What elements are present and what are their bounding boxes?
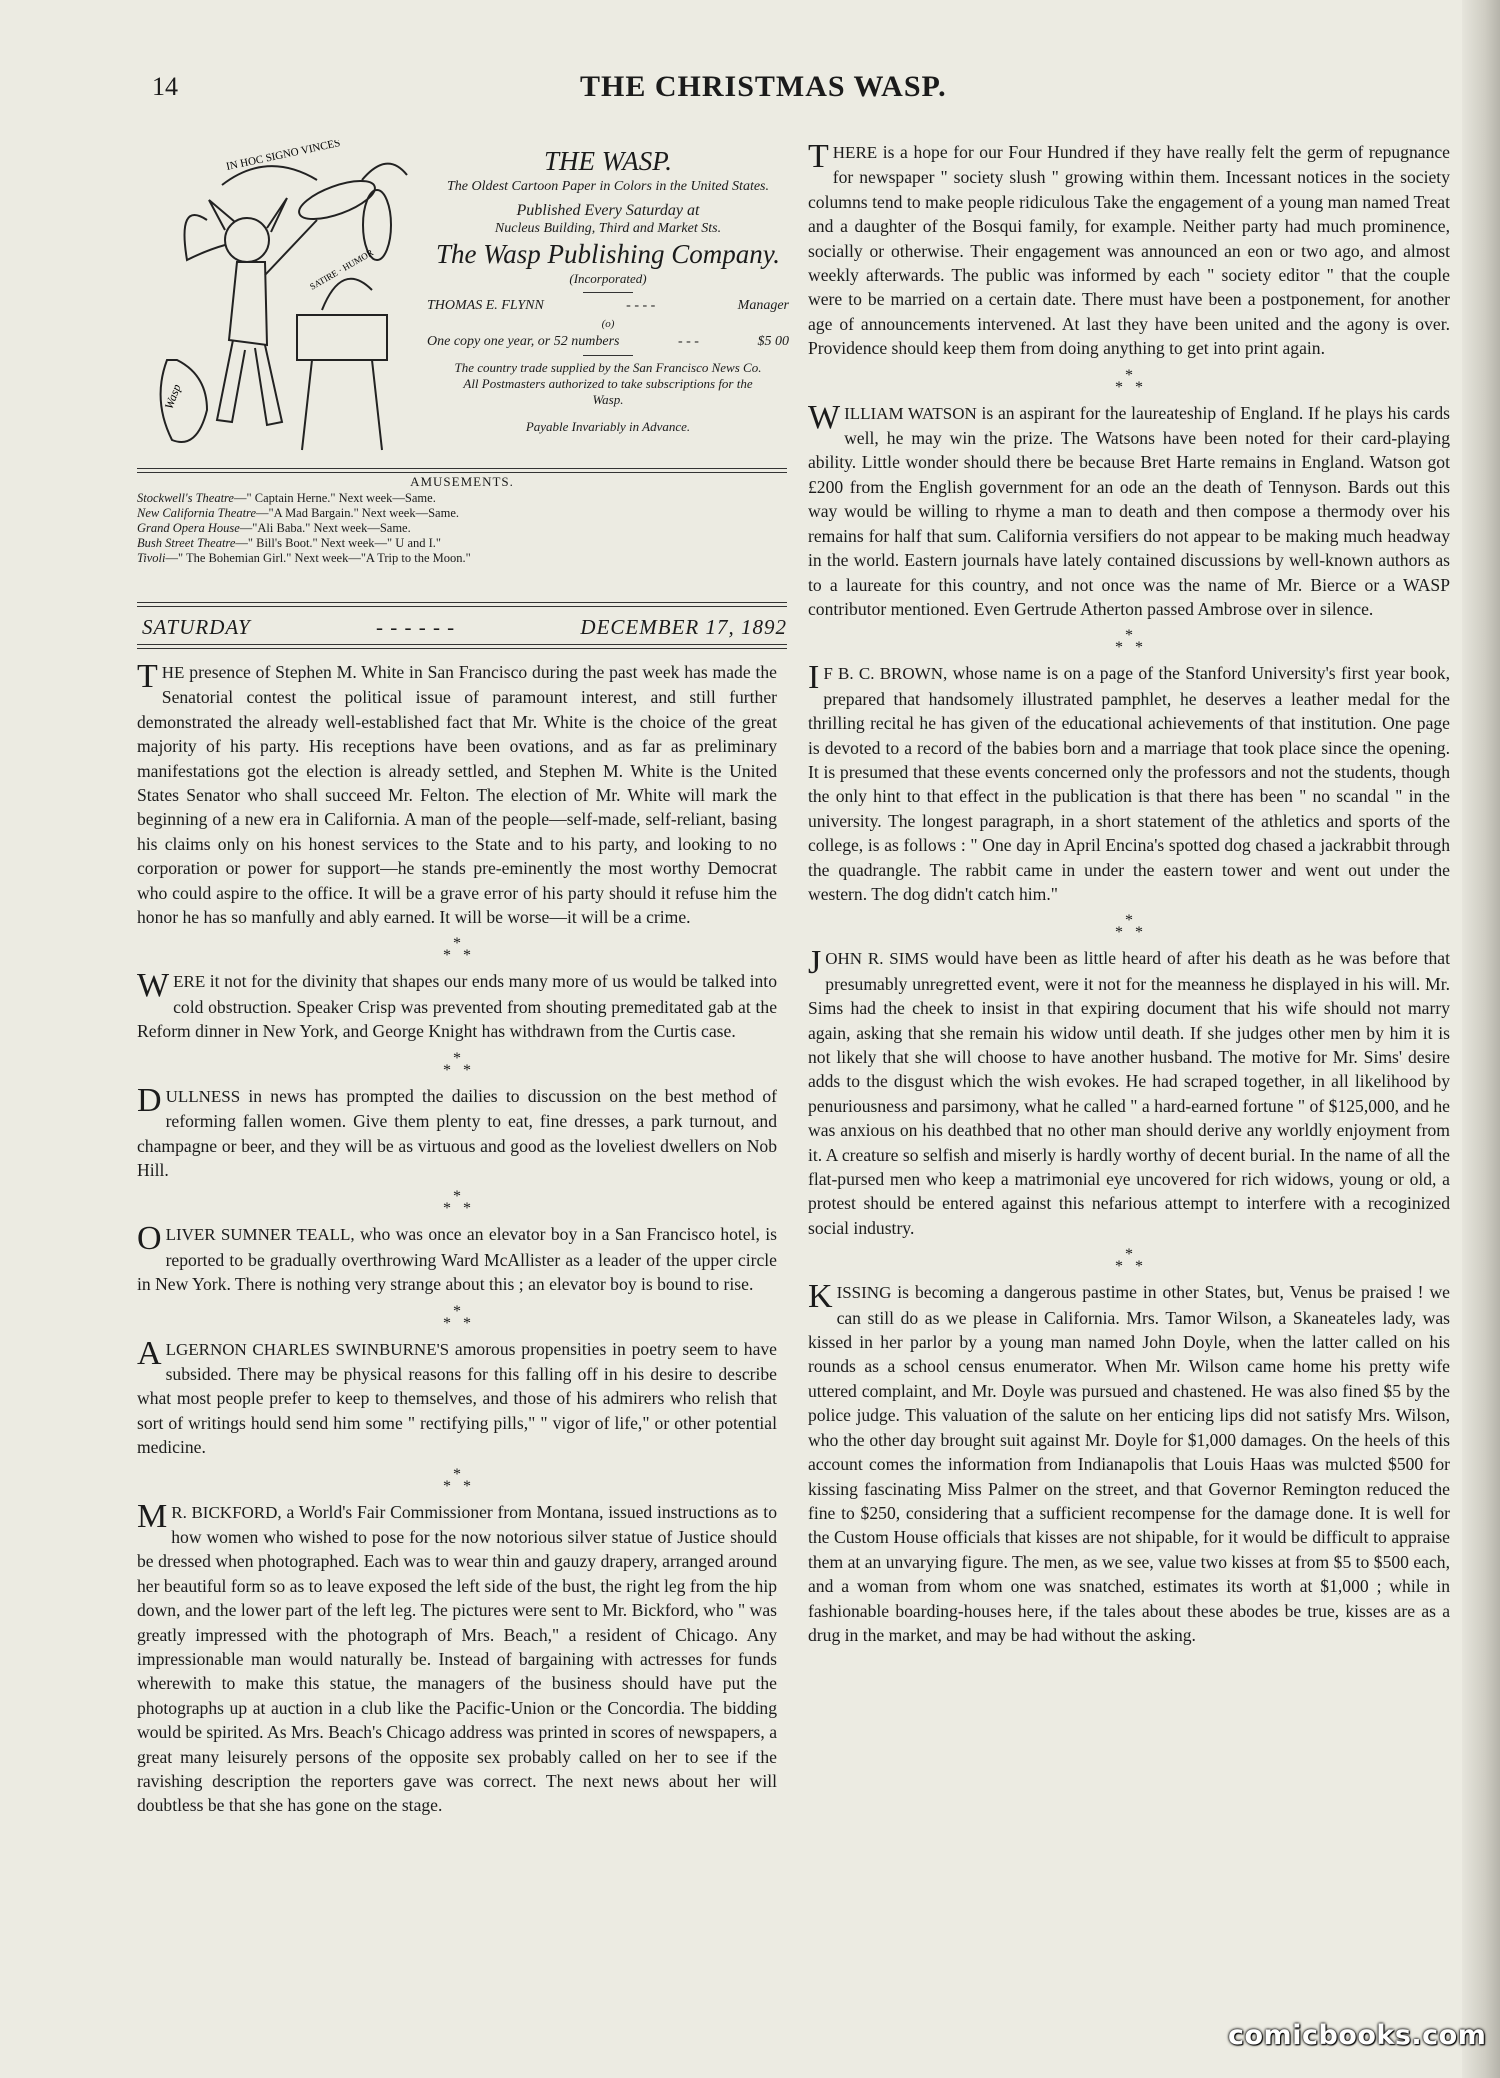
- left-column: [137, 660, 777, 1818]
- svg-text:IN HOC SIGNO VINCES: IN HOC SIGNO VINCES: [225, 140, 342, 173]
- svg-text:SATIRE · HUMOR: SATIRE · HUMOR: [308, 247, 375, 292]
- article-paragraph: ALGERNON CHARLES SWINBURNE'S amorous propensities in poetry seem to have subsided. There may be physical reasons for this falling off in his desire to describe what most people prefer to keep to themselves, and those of his admirers who relish that sort of writings hould send him some " rectifying pills," " vigor of life," or other potential medicine.: [137, 1334, 777, 1458]
- section-stars: * * *: [443, 1302, 471, 1332]
- article-paragraph: OLIVER SUMNER TEALL, who was once an elevator boy in a San Francisco hotel, is reported to be gradually overthrowing Ward McAllister as a leader of the upper circle in New York. There is nothing very strange about this ; an elevator boy is bound to rise.: [137, 1220, 777, 1295]
- section-stars: * * *: [443, 1188, 471, 1218]
- masthead-incorporated: (Incorporated): [569, 271, 647, 286]
- article-paragraph: DULLNESS in news has prompted the dailies to discussion on the best method of reforming fallen women. Give them plenty to eat, fine dresses, a park turnout, and champagne or beer, and they will be as virtuous and good as the loveliest dwellers on Nob Hill.: [137, 1081, 777, 1180]
- payable-note: Payable Invariably in Advance.: [525, 419, 691, 434]
- amusement-item: Tivoli—" The Bohemian Girl." Next week—"A Trip to the Moon.": [137, 551, 471, 565]
- trade-note: The country trade supplied by the San Francisco News Co. All Postmasters authorized to take subscriptions for the Wasp.: [454, 360, 762, 407]
- amusements-list: [137, 474, 787, 566]
- section-stars: * * *: [443, 1465, 471, 1495]
- amusement-item: New California Theatre—"A Mad Bargain." Next week—Same.: [137, 506, 459, 520]
- section-stars: * * *: [1115, 1246, 1143, 1276]
- masthead-separator: (o): [601, 318, 615, 330]
- wasp-cartoon-illustration: [137, 140, 427, 460]
- page-number: 14: [152, 72, 178, 101]
- section-stars: * * *: [443, 1049, 471, 1079]
- section-stars: * * *: [443, 935, 471, 965]
- wasp-mascot-icon: [137, 140, 427, 460]
- dateline-underline: [137, 644, 787, 649]
- article-paragraph: THE presence of Stephen M. White in San Francisco during the past week has made the Senatorial contest the political issue of paramount interest, and still further demonstrated the already well-established fact that Mr. White is the choice of the great majority of his party. His receptions have been ovations, and as far as preliminary manifestations got the election is already settled, and Stephen M. White is the United States Senator who shall succeed Mr. Felton. The election of Mr. White will mark the beginning of a new era in California. A man of the people—self-made, self-reliant, basing his claims only on his honest services to the State and to his party, and looking to no corporation or power for support—he stands pre-eminently the most worthy Democrat who could aspire to the office. It will be a grave error of his party should it refuse him the honor he has so manfully and ably earned. It will be worse—it will be a crime.: [137, 658, 777, 928]
- masthead-text: [427, 140, 789, 436]
- masthead: [137, 140, 792, 470]
- masthead-company: The Wasp Publishing Company.: [435, 239, 781, 269]
- right-column: [808, 140, 1450, 1647]
- amusement-item: Grand Opera House—"Ali Baba." Next week—Same.: [137, 521, 411, 535]
- dateline: [142, 615, 787, 640]
- masthead-title: THE WASP.: [543, 146, 673, 176]
- page-spine-shadow: [1462, 0, 1500, 2078]
- amusements-heading: AMUSEMENTS.: [410, 474, 514, 489]
- masthead-divider: [137, 468, 787, 473]
- manager-line: THOMAS E. FLYNN - - - - Manager: [427, 298, 789, 313]
- masthead-published: Published Every Saturday at: [516, 202, 700, 219]
- article-paragraph: KISSING is becoming a dangerous pastime in other States, but, Venus be praised ! we can still do as we please in California. Mrs. Tamor Wilson, a Skaneateles lady, was kissed in her parlor by a young man named John Doyle, when the latter called on his rounds as a school census enumerator. When Mr. Wilson came home his pretty wife uttered complaint, and Mr. Doyle was pursued and chastened. He was also fined $5 by the police judge. This valuation of the salute on her enticing lips did not satisfy Mrs. Wilson, who the other day brought suit against Mr. Doyle for $1,000 damages. On the heels of this account comes the information from Indianapolis that Louis Haas was mulcted $500 for kissing fascinating Miss Palmer on the street, and that Governor Remington reduced the fine to $250, considering that a sufficient recompense for the damage done. It is well for the Custom House officials that kisses are not shipable, for it would be difficult to appraise them at an unvarying figure. The men, as we see, value two kisses at from $5 to $500 each, and a woman from whom one was snatched, estimates its worth at $1,000 ; while in fashionable boarding-houses here, if the tales about these abodes be true, kisses are as a drug in the market, and may be had without the asking.: [808, 1278, 1450, 1645]
- running-title: THE CHRISTMAS WASP.: [580, 70, 947, 103]
- article-paragraph: THERE is a hope for our Four Hundred if they have really felt the germ of repugnance for newspaper " society slush " growing within them. Incessant notices in the society columns tend to make people ridiculous Take the engagement of a young man named Treat and a daughter of the Bosqui family, for example. Neither party had much prominence, socially or otherwise. Their engagement was announced an eon or two ago, and almost weekly afterwards. The public was informed by each " society editor " that the couple were to be married on a certain date. There must have been a postponement, for another age of announcements intervened. At last they have been united and the agony is over. Providence should keep them from doing anything to get into print again.: [808, 138, 1450, 359]
- section-stars: * * *: [1115, 627, 1143, 657]
- masthead-subtitle: The Oldest Cartoon Paper in Colors in the United States.: [447, 179, 769, 194]
- dateline-divider: [137, 602, 787, 607]
- section-stars: * * *: [1115, 912, 1143, 942]
- article-paragraph: I F B. C. BROWN, whose name is on a page of the Stanford University's first year book, prepared that handsomely illustrated pamphlet, he deserves a leather medal for the thrilling recital he has given of the educational achievements of that institution. One page is devoted to a record of the babies born and a marriage that took place since the opening. It is presumed that these events concerned only the professors and not the students, though the only hint to that effect in the publication is that there has been " no scandal " in the university. The longest paragraph, in a short statement of the athletics and sports of the college, is as follows : " One day in April Encina's spotted dog chased a jackrabbit through the quadrangle. The rabbit came in under the eastern tower and went out under the western. The dog didn't catch him.": [808, 659, 1450, 904]
- dateline-date: DECEMBER 17, 1892: [580, 615, 787, 639]
- article-paragraph: WILLIAM WATSON is an aspirant for the laureateship of England. If he plays his cards well, he may win the prize. The Watsons have been noted for their card-playing ability. Little wonder should there be because Bret Harte remains in England. Watson got £200 from the English government for an ode an the death of Tennyson. Bards out this way would be willing to rhyme a man to death and then compose a thermody over his remains for half that sum. California versifiers do not appear to be making much headway in the world. Eastern journals have lately contained discussions by well-known authors as to a laureate for this country, and not once was the name of Mr. Bierce or a WASP contributor mentioned. Even Gertrude Atherton passed Ambrose over in silence.: [808, 398, 1450, 619]
- amusement-item: Stockwell's Theatre—" Captain Herne." Next week—Same.: [137, 491, 436, 505]
- svg-text:Wasp: Wasp: [161, 382, 184, 412]
- article-paragraph: M R. BICKFORD, a World's Fair Commissioner from Montana, issued instructions as to how women who wished to pose for the now notorious silver statue of Justice should be dressed when photographed. Each was to wear thin and gauzy drapery, arranged around her beautiful form so as to leave exposed the left side of the bust, the right leg from the hip down, and the lower part of the left leg. The pictures were sent to Mr. Bickford, who " was greatly impressed with the photograph of Mrs. Beach," a resident of Chicago. Any impressionable man would naturally be. Instead of bargaining with actresses for funds wherewith to make this statue, the managers of the business should have put the photographs up at auction in a club like the Pacific-Union or the Concordia. The bidding would be spirited. As Mrs. Beach's Chicago address was printed in scores of newspapers, a great many leisurely persons of the opposite sex probably called on her to see if the ravishing description the reporters gave was correct. The next news about her will doubtless be that she has gone on the stage.: [137, 1497, 777, 1816]
- masthead-address: Nucleus Building, Third and Market Sts.: [494, 221, 722, 236]
- section-stars: * * *: [1115, 366, 1143, 396]
- dateline-day: SATURDAY: [142, 615, 251, 639]
- article-paragraph: WERE it not for the divinity that shapes our ends many more of us would be talked into cold obstruction. Speaker Crisp was prevented from shouting premeditated gab at the Reform dinner in New York, and George Knight has withdrawn from the Curtis case.: [137, 967, 777, 1042]
- dateline-dashes: - - - - - -: [375, 615, 456, 639]
- source-watermark: comicbooks.com: [1228, 2020, 1487, 2051]
- amusement-item: Bush Street Theatre—" Bill's Boot." Next week—" U and I.": [137, 536, 442, 550]
- article-paragraph: JOHN R. SIMS would have been as little heard of after his death as he was before that presumably unregretted event, were it not for the meanness he displayed in his will. Mr. Sims had the cheek to insist in that expiring document that his wife should not marry again, asking that she remain his widow until death. If she judges other men by him it is not likely that she will choose to have another husband. The motive for Mr. Sims' desire adds to the disgust which the wish evokes. He had scraped together, in all likelihood by penuriousness and parsimony, what he called " a hard-earned fortune " of $125,000, and he was anxious on his deathbed that no other man should derive any worldly enjoyment from it. A creature so selfish and miserly is hardly worthy of decent burial. In the name of all the flat-pursed men who keep a matrimonial eye uncovered for rich widows, young or old, a protest should be entered against this nefarious attempt to interfere with a recoginized social industry.: [808, 944, 1451, 1238]
- subscription-line: One copy one year, or 52 numbers - - - $5 00: [427, 334, 789, 349]
